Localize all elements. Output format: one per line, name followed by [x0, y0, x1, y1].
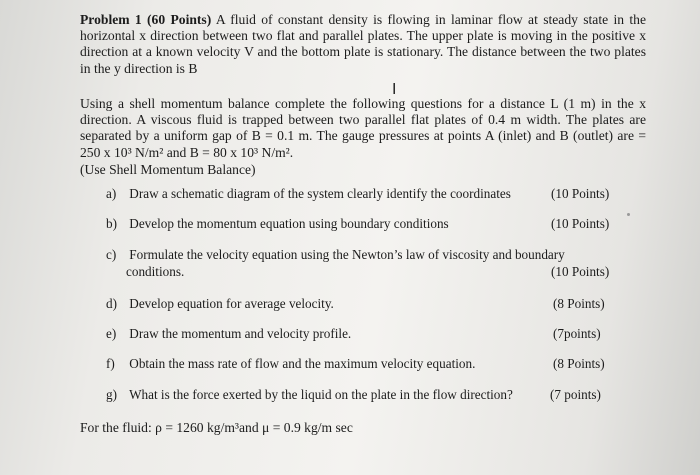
problem-heading: Problem 1 (60 Points)	[80, 12, 212, 27]
intro-text: A fluid of constant density is flowing in laminar flow at steady state in the horizontal x direction between two flat and parallel plates. The upper plate is moving in the positive x direction at a known velocity V and the bottom plate is stationary. The distance between the two plates in the y direction is B	[80, 12, 646, 76]
problem-intro	[80, 12, 646, 77]
speck-mark	[627, 213, 630, 216]
text-cursor-icon: I	[392, 80, 397, 98]
fluid-properties: For the fluid: ρ = 1260 kg/m³and μ = 0.9 kg/m sec	[80, 420, 353, 435]
question-text: Obtain the mass rate of flow and the maximum velocity equation.	[129, 356, 476, 371]
question-text: Develop the momentum equation using boundary conditions	[129, 216, 449, 231]
question-points: (10 Points)	[551, 186, 610, 201]
question-label: e)	[106, 326, 117, 341]
question-label: b)	[106, 216, 117, 231]
question-text: Formulate the velocity equation using the Newton’s law of viscosity and boundary	[129, 247, 565, 262]
question-c	[106, 247, 616, 263]
question-points: (8 Points)	[553, 296, 605, 311]
question-b	[106, 216, 616, 232]
problem-body: Using a shell momentum balance complete the following questions for a distance L (1 m) in the x direction. A viscous fluid is trapped between two parallel flat plates of 0.4 m width. The plates are separated by a uniform gap of B = 0.1 m. The gauge pressures at points A (inlet) and B (outlet) are = 250 x 10³ N/m² and B = 80 x 10³ N/m².	[80, 96, 646, 160]
question-g	[106, 387, 566, 403]
question-points: (10 Points)	[551, 264, 610, 279]
question-points: (7points)	[553, 326, 601, 341]
question-points: (7 points)	[550, 387, 601, 402]
question-f	[106, 356, 616, 372]
question-text: Develop equation for average velocity.	[129, 296, 334, 311]
question-c-continued: conditions.	[126, 264, 185, 279]
question-label: f)	[106, 356, 115, 371]
question-label: g)	[106, 387, 117, 402]
question-text: Draw the momentum and velocity profile.	[129, 326, 352, 341]
question-d	[106, 296, 616, 312]
question-points: (8 Points)	[553, 356, 605, 371]
method-note: (Use Shell Momentum Balance)	[80, 162, 256, 177]
question-e	[106, 326, 616, 342]
question-label: d)	[106, 296, 117, 311]
question-points: (10 Points)	[551, 216, 610, 231]
question-a	[106, 186, 616, 202]
question-text: Draw a schematic diagram of the system clearly identify the coordinates	[129, 186, 511, 201]
question-label: c)	[106, 247, 117, 262]
question-text: What is the force exerted by the liquid on the plate in the flow direction?	[129, 387, 513, 402]
question-label: a)	[106, 186, 117, 201]
